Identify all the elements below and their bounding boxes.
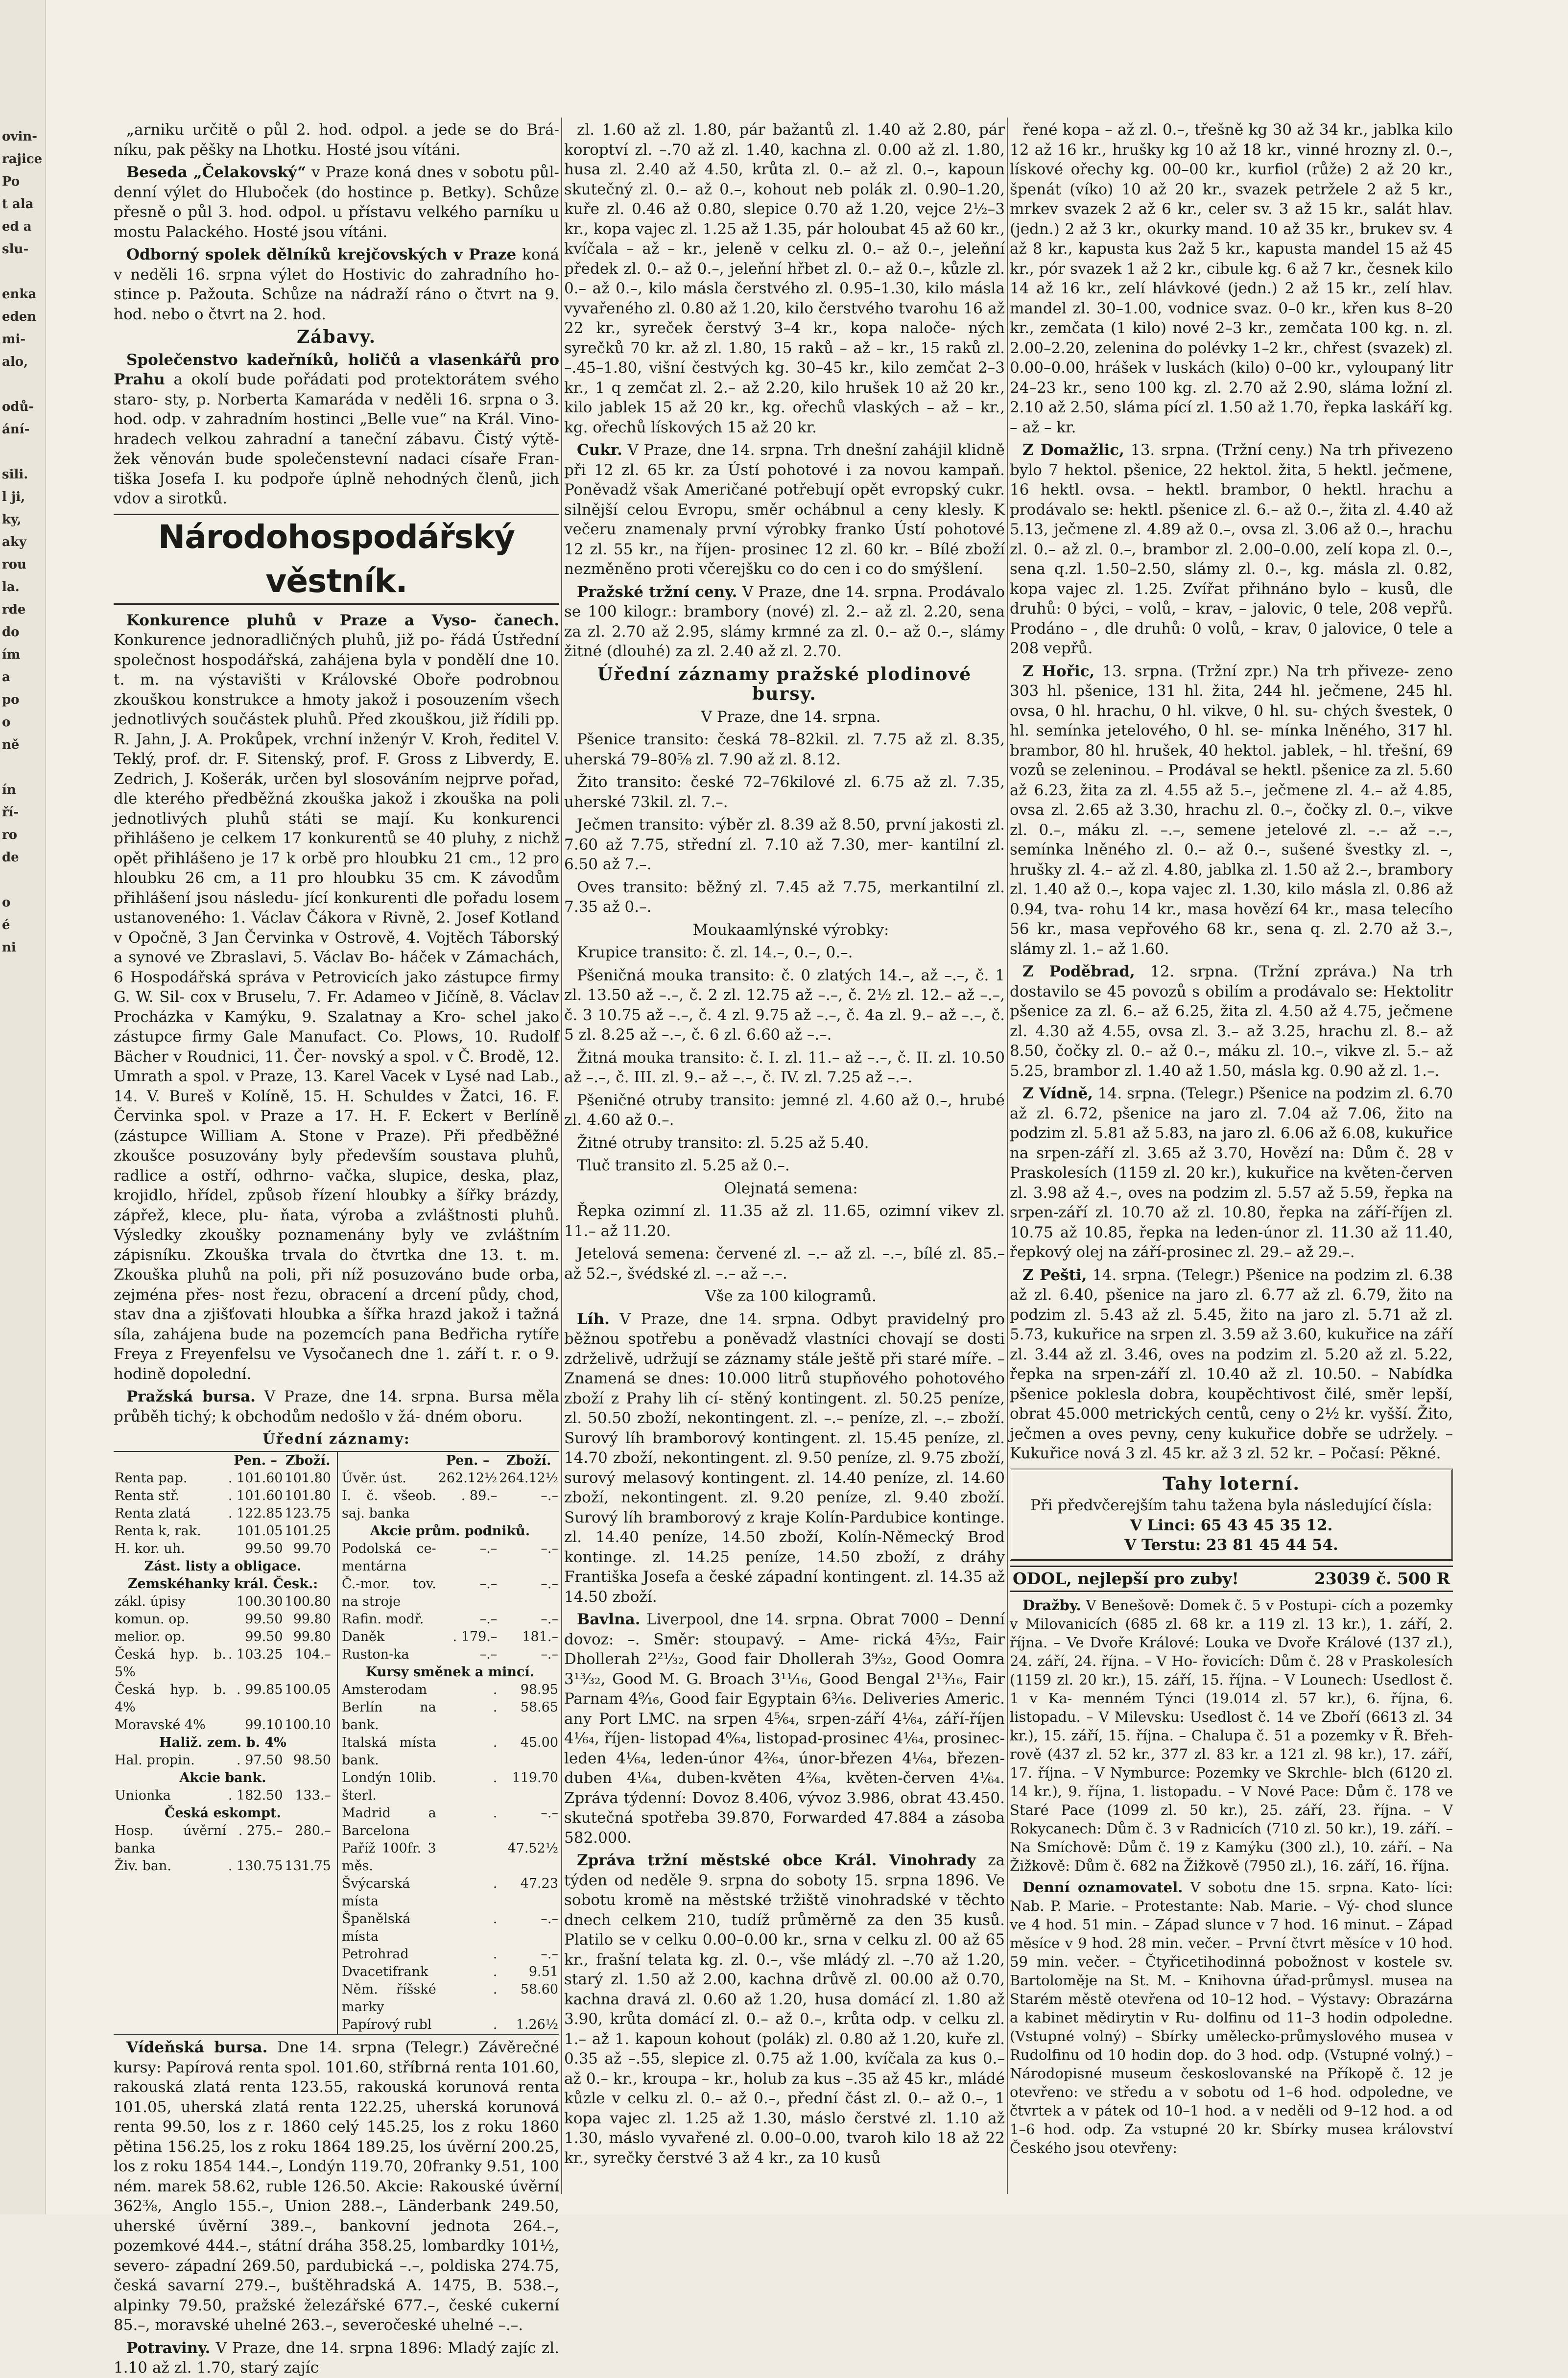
lead: Vídeňská bursa.	[126, 2039, 268, 2056]
quote-value: 100.30	[237, 1594, 283, 1609]
quote-label: Č.-mor. tov. na stroje	[342, 1576, 436, 1609]
edge-fragment: aky	[2, 535, 26, 549]
quote-row	[341, 1487, 559, 1522]
quote-value: 104.–	[295, 1647, 331, 1662]
quote-row	[341, 1611, 559, 1628]
quote-value: .	[493, 1700, 498, 1715]
quote-label: H. kor. uh.	[115, 1541, 185, 1556]
quote-value: 99.70	[293, 1541, 331, 1556]
quote-label: Česká eskompt.	[165, 1806, 281, 1821]
quote-value: 58.60	[520, 1982, 558, 1997]
paragraph: V Praze, dne 14. srpna.	[701, 708, 881, 726]
body: 14. srpna. (Telegr.) Pšenice na podzim zl. 6.38 až zl. 6.40, pšenice na jaro zl. 6.77 až zl. 6.79, žito na podzim zl. 5.43 až zl. 5.45, žito na jaro zl. 5.71 až zl. 5.73, kukuřice na srpen zl. 3.59 až 3.60, kukuřice na září zl. 3.44 až zl. 3.46, oves na podzim zl. 5.20 až zl. 5.22, řepka na srpen-září zl. 10.40 až zl. 10.50. – Nabídka pšenice poklesla dobra, koupěchtivost čilé, směr lepší, obrat 45.000 metrických centů, ceny o 2½ kr. vyšší. Žito, ječmen a oves pevny, ceny kukuřice dobře se udržely. – Kukuřice nová 3 zl. 45 kr. až 3 zl. 52 kr. – Počasí: Pěkné.	[1010, 1266, 1453, 1462]
quote-row	[114, 1769, 332, 1787]
lead: Z Vídně,	[1022, 1085, 1093, 1102]
quote-label: Zást. listy a obligace.	[144, 1559, 302, 1574]
quote-value: .	[493, 1911, 498, 1926]
paragraph	[564, 1610, 1005, 1848]
quote-row	[114, 1593, 332, 1611]
subheading: Olejnatá semena:	[724, 1179, 858, 1197]
paragraph: Pšenice transito: česká 78–82kil. zl. 7.75 až zl. 8.35, uherská 79–80⅝ zl. 7.90 až zl. 8.12.	[564, 731, 1005, 768]
column-rule	[1007, 118, 1008, 2194]
quote-row	[114, 1628, 332, 1646]
quote-value: –.–	[541, 1647, 558, 1662]
quote-label: Živ. ban.	[115, 1858, 171, 1874]
edge-fragment: l ji,	[2, 490, 25, 504]
edge-fragment: slu-	[2, 242, 29, 257]
edge-fragment: a	[2, 670, 10, 685]
quote-row	[341, 1963, 559, 1981]
edge-fragment: rajice	[2, 152, 43, 166]
lead: Z Poděbrad,	[1022, 963, 1135, 980]
column-rule	[561, 118, 562, 2194]
body: a okolí bude pořádati pod protektorátem svého staro- sty, p. Norberta Kamaráda v neděli 16. srpna o 3. hod. odp. v zahradním hostinci „Belle vue“ na Král. Vino- hradech velkou zahradní a taneční zábavu. Čistý výtě- žek věnován bude společenstevní nadaci císaře Fran- tiška Josefa I. ku podpoře úplně nehodných členů, jich vdov a sirotků.	[114, 371, 559, 507]
odol-advertisement	[1010, 1566, 1453, 1593]
quote-value: . 101.60	[228, 1471, 283, 1486]
lead: Zpráva tržní městské obce Král. Vinohrady	[577, 1852, 976, 1869]
quote-value: .	[493, 1876, 498, 1891]
edge-fragment: po	[2, 692, 20, 707]
quote-row	[114, 1681, 332, 1716]
quote-row	[114, 1558, 332, 1575]
quote-row	[114, 1522, 332, 1540]
paragraph	[1010, 1265, 1453, 1464]
quote-label: Petrohrad	[342, 1947, 409, 1962]
paragraph: Ječmen transito: výběr zl. 8.39 až 8.50, první jakosti zl. 7.60 až 7.75, střední zl. 7.10 až 7.30, mer- kantilní zl. 6.50 až 7.–.	[564, 816, 1005, 873]
edge-fragment: mi-	[2, 332, 26, 347]
quote-value: 99.50	[245, 1541, 283, 1556]
edge-fragment: Po	[2, 174, 20, 189]
paragraph: Žitná mouka transito: č. I. zl. 11.– až –.–, č. II. zl. 10.50 až –.–, č. III. zl. 9.– až –.–, č. IV. zl. 7.25 až –.–.	[564, 1048, 1005, 1086]
paragraph	[1010, 962, 1453, 1081]
lead: Cukr.	[577, 441, 622, 459]
body: za týden od neděle 9. srpna do soboty 15. srpna 1896. Ve sobotu kromě na městské tržiště vinohradské v těchto dnech celkem 210, tudíž průměrně za den 35 kusů. Platilo se v celku 0.00–0.00 kr., srna v celku zl. 00 až 65 kr., frašní telata kg. zl. 0.–, vše mládý zl. –.70 až 1.20, starý zl. 1.50 až 2.00, kachna drůvě zl. 00.00 až 0.70, kachna dravá zl. 0.60 až 1.20, husa domácí zl. 1.80 až 3.90, krůta domácí zl. 0.– až 0.–, krůta odp. v celku zl. 1.– až 1. kapoun kohout (polák) zl. 0.80 až 1.20, kuře zl. 0.35 až –.55, slepice zl. 0.75 až 1.00, kvíčala za kus 0.– až 0.– kr., kroupa – kr., holub za kus –.35 až 45 kr., mládé kůzle v celku zl. 0.– až 0.–, přední část zl. 0.– až 0.–, 1 kopa vajec zl. 1.25 až 1.30, máslo čerstvé zl. 1.10 až 1.30, máslo vyvařené zl. 0.00–0.00, tvaroh kilo 18 až 22 kr., syrečky čerstvé 3 až 4 kr., za 10 kusů	[564, 1852, 1005, 2167]
lead: Denní oznamovatel.	[1022, 1879, 1183, 1896]
quote-value: Pen. –	[234, 1453, 278, 1468]
quote-row	[341, 1575, 559, 1611]
quote-row	[341, 1664, 559, 1681]
quote-row	[114, 1805, 332, 1822]
quote-label: Italská místa bank.	[342, 1735, 436, 1768]
paragraph	[564, 440, 1005, 579]
paragraph	[114, 2038, 559, 2335]
quote-label: Akcie prům. podniků.	[370, 1523, 530, 1539]
quote-label: Renta zlatá	[115, 1506, 191, 1521]
quote-row	[341, 1805, 559, 1840]
quote-row	[341, 1910, 559, 1946]
quote-label: Papírový rubl	[342, 2017, 432, 2032]
body: V Praze, dne 14. srpna 1896: Mladý zajíc zl. 1.10 až zl. 1.70, starý zajíc	[114, 2339, 559, 2377]
quote-value: .	[493, 1770, 498, 1785]
paragraph	[1010, 1878, 1453, 2157]
lead: Společenstvo kadeřníků, holičů a vlasenkářů pro Prahu	[114, 351, 559, 388]
section-heading-uredni: Úřední záznamy:	[262, 1430, 410, 1447]
quote-value: Pen. –	[446, 1453, 490, 1468]
body: V sobotu dne 15. srpna. Kato- líci: Nab. P. Marie. – Protestante: Nab. Marie. – Vý- chod slunce ve 4 hod. 51 min. – Západ slunce v 7 hod. 16 minut. – Západ měsíce v 9 hod. 28 min. večer. – První čtvrt měsíce v 10 hod. 59 min. večer. – Čtyřicetihodinná pobožnost v kostele sv. Bartoloměje na St. M. – Knihovna úřad-průmysl. musea na Starém městě otevřena od 10–12 hod. – Výstavy: Obrazárna a kabinet mědirytin v Ru- dolfinu od 11–3 hodin odpoledne. (Vstupné volný) – Sbírky umělecko-průmyslového musea v Rudolfinu od 10 hodin dop. do 3 hod. odp. (Vstupné volný.) – Národopisné museum českoslovanské na Příkopě č. 12 je otevřeno: ve středu a v sobotu od 1–6 hod. odpoledne, ve čtvrtek a v pátek od 10–1 hod. a v neděli od 9–12 hod. a od 1–6 hod. odp. Za vstupné 20 kr. Sbírky musea království Českého jsou otevřeny:	[1010, 1879, 1453, 2156]
quote-label: Kursy směnek a mincí.	[365, 1665, 535, 1680]
quote-value: 99.80	[293, 1612, 331, 1627]
quote-row	[341, 1840, 559, 1875]
quote-value: . 275.–	[238, 1823, 283, 1838]
quote-row	[341, 1699, 559, 1734]
quote-value: –.–	[479, 1576, 498, 1592]
quote-value: . 99.85	[237, 1682, 283, 1697]
quote-label: Švýcarská místa	[342, 1876, 410, 1909]
quote-value: –.–	[479, 1612, 498, 1627]
quote-row	[114, 1716, 332, 1734]
quote-label: Daněk	[342, 1629, 385, 1644]
quote-value: 47.23	[520, 1876, 558, 1891]
quote-value: Zboží.	[506, 1453, 551, 1468]
quote-label: Španělská místa	[342, 1911, 411, 1944]
quote-value: 101.80	[285, 1471, 331, 1486]
quote-value: 100.05	[285, 1682, 331, 1697]
quote-value: –.–	[541, 1576, 558, 1592]
quote-value	[437, 1840, 499, 1875]
body: 13. srpna. (Tržní ceny.) Na trh přivezeno bylo 7 hektol. pšenice, 22 hektol. žita, 5 hektl. ječmene, 16 hektl. ovsa. – hektl. brambor, 0 hektl. hrachu a prodávalo se: hektl. pšenice zl. 6.– až 0.–, žita zl. 4.40 až 5.13, ječmene zl. 4.89 až 0.–, ovsa zl. 3.06 až 0.–, hrachu zl. 0.– až zl. 0.–, brambor zl. 2.00–0.00, zelí kopa zl. 0.–, sena q.zl. 1.50–2.50, slámy zl. 0.–, kg. másla zl. 0.82, kopa vajec zl. 1.25. Zvířat přihnáno bylo – kusů, dle druhů: 0 býci, – volů, – krav, – jalovic, 0 tele, 208 vepřů. Prodáno – , dle druhů: 0 volů, – krav, 0 jalovice, 0 tele a 208 vepřů.	[1010, 441, 1453, 657]
quote-label: Česká hyp. b. 5%	[115, 1647, 226, 1680]
quote-row	[341, 1540, 559, 1575]
quote-row	[114, 1646, 332, 1681]
quote-row	[114, 1752, 332, 1769]
paragraph: Žitné otruby transito: zl. 5.25 až 5.40.	[577, 1134, 869, 1152]
body: V Benešově: Domek č. 5 v Postupi- cích a pozemky v Milovanicích (685 zl. 68 kr. a 119 zl. 13 kr.), 1. září, 2. října. – Ve Dvoře Králové: Louka ve Dvoře Králové (137 zl.), 24. září, 24. října. – V Ho- řovicích: Dům č. 28 v Praskolesích (1159 zl. 20 kr.), 15. září, 15. října. – V Lounech: Usedlost č. 1 v Ka- menném Týnci (19.014 zl. 57 kr.), 6. října, 6. listopadu. – V Milevsku: Usedlost č. 14 ve Zboří (6613 zl. 34 kr.), 15. září, 15. října. – Chalupa č. 51 a pozemky v Ř. Břeh- rově (437 zl. 52 kr., 377 zl. 83 kr. a 121 zl. 98 kr.), 17. září, 17. října. – V Nymburce: Pozemky ve Skrchle- blch (6120 zl. 14 kr.), 9. října, 1. listopadu. – V Nové Pace: Dům č. 178 ve Staré Pace (1099 zl. 50 kr.), 25. září, 23. října. – V Rokycanech: Dům č. 3 v Radnicích (710 zl. 50 kr.), 19. září. – Na Smíchově: Dům č. 19 z Kamýku (300 zl.), 10. září. – Na Žižkově: Dům č. 682 na Žižkově (7950 zl.), 16. září, 16. října.	[1010, 1597, 1453, 1874]
quote-value: –.–	[541, 1911, 558, 1926]
quote-value: . 101.60	[228, 1488, 283, 1503]
quote-label: Londýn 10lib. šterl.	[342, 1770, 436, 1803]
quote-label: zákl. úpisy	[115, 1594, 186, 1609]
edge-fragment: ed a	[2, 219, 32, 234]
quote-label: Haliž. zem. b. 4%	[159, 1735, 286, 1750]
quote-label	[341, 1452, 437, 1470]
quote-value: 101.80	[285, 1488, 331, 1503]
quote-value: .	[493, 1682, 498, 1697]
quote-label: komun. op.	[115, 1612, 190, 1627]
quote-row	[341, 1734, 559, 1769]
edge-fragment: t ala	[2, 197, 34, 212]
paragraph	[1010, 662, 1453, 959]
body: v Praze koná dnes v sobotu půl- denní výlet do Hluboček (do hostince p. Betky). Schůze přesně o půl 3. hod. odpol. u přístavu velkého parníku u mostu Palackého. Hosté jsou vítáni.	[114, 164, 559, 241]
quote-value: . 122.85	[228, 1506, 283, 1521]
section-title-vestnik: Národohospodářský věstník.	[114, 514, 559, 605]
quote-value: 9.51	[528, 1964, 558, 1979]
edge-fragment: la.	[2, 580, 20, 594]
quote-value: 99.10	[245, 1717, 283, 1733]
quote-label	[114, 1452, 227, 1470]
body: koná v neděli 16. srpna výlet do Hostivic do zahradního ho- stince p. Pažouta. Schůze na nádraží ráno o čtvrt na 9. hod. nebo o čtvrt na 2. hod.	[114, 246, 559, 323]
quote-row	[114, 1575, 332, 1593]
quote-value: 47.52½	[507, 1841, 558, 1856]
lottery-linz: V Linci: 65 43 45 35 12.	[1130, 1516, 1333, 1534]
quote-value: 1.26½	[516, 2017, 558, 2032]
lottery-subtitle: Při předvčerejším tahu tažena byla následující čísla:	[1030, 1497, 1432, 1514]
body: Liverpool, dne 14. srpna. Obrat 7000 – Denní dovoz: –. Směr: stoupavý. – Ame- rická 4⁵⁄₃₂, Fair Dhollerah 2²¹⁄₃₂, Good fair Dhollerah 3⁹⁄₃₂, Good Oomra 3¹³⁄₃₂, Good M. G. Broach 3¹¹⁄₁₆, Good Bengal 2¹³⁄₁₆, Fair Parnam 4⁹⁄₁₆, Good fair Egyptain 6³⁄₁₆. Deliveries Americ. any Port LMC. na srpen 4⁵⁄₆₄, srpen-září 4¹⁄₆₄, září-říjen 4¹⁄₆₄, říjen- listopad 4⁰⁄₆₄, listopad-prosinec 4¹⁄₆₄, prosinec-leden 4¹⁄₆₄, leden-únor 4²⁄₆₄, únor-březen 4¹⁄₆₄, březen-duben 4¹⁄₆₄, duben-květen 4²⁄₆₄, květen-červen 4¹⁄₆₄. Zpráva týdenní: Dovoz 8.406, vývoz 3.986, obrat 43.450. skutečná spotřeba 39.870, Forwarded 47.884 a zásoba 582.000.	[564, 1611, 1005, 1847]
subheading: Moukaamlýnské výrobky:	[692, 921, 889, 939]
quote-value: . 179.–	[452, 1629, 498, 1644]
paragraph	[114, 350, 559, 509]
quotes-table-left	[114, 1452, 332, 1875]
edge-fragment: alo,	[2, 355, 28, 369]
lead: Bavlna.	[577, 1611, 641, 1628]
paragraph	[1010, 440, 1453, 659]
edge-fragment: eden	[2, 309, 37, 324]
lead: Beseda „Čelakovský“	[126, 164, 307, 181]
paragraph: Oves transito: běžný zl. 7.45 až 7.75, merkantilní zl. 7.35 až 0.–.	[564, 878, 1005, 916]
quote-value: 100.10	[285, 1717, 331, 1733]
quote-row	[341, 1628, 559, 1646]
quote-row	[114, 1470, 332, 1487]
body: Dne 14. srpna (Telegr.) Závěrečné kursy: Papírová renta spol. 101.60, stříbrná renta 101.60, rakouská zlatá renta 123.55, rakouská korunová renta 101.05, uherská zlatá renta 122.25, uherská korunová renta 99.50, los z r. 1860 celý 145.25, los z roku 1860 pětina 156.25, los z roku 1864 189.25, los úvěrní 200.25, los z roku 1854 144.–, Londýn 119.70, 20franky 9.51, 100 ném. marek 58.62, ruble 126.50. Akcie: Rakouské úvěrní 362⅜, Anglo 155.–, Union 288.–, Länderbank 249.50, uherské úvěrní 389.–, bankovní jednota 264.–, pozemkové 444.–, státní dráha 358.25, lombardky 101½, severo- západní 269.50, pardubická –.–, poldiska 274.75, česká savarní 279.–, buštěhradská A. 1475, B. 538.–, alpinky 79.50, pražské železářské 677.–, české cukerní 85.–, moravské uhelné 263.–, severočeské uhelné –.–.	[114, 2039, 559, 2334]
edge-fragment: enka	[2, 287, 37, 302]
quote-label: Česká hyp. b. 4%	[115, 1682, 226, 1715]
quote-value: 99.50	[245, 1629, 283, 1644]
edge-fragment: rde	[2, 602, 26, 617]
quote-value: .	[493, 1982, 498, 1997]
quote-label: Berlín na bank.	[342, 1700, 436, 1733]
body: 14. srpna. (Telegr.) Pšenice na podzim zl. 6.70 až zl. 6.72, pšenice na jaro zl. 7.04 až 7.06, žito na podzim zl. 5.81 až 5.83, na jaro zl. 6.06 až 6.08, kukuřice na srpen-září zl. 3.65 až 3.70, Hovězí na: Dům č. 28 v Praskolesích (1159 zl. 20 kr.), kukuřice na květen-červen zl. 3.98 až 4.–, oves na podzim zl. 5.57 až 5.59, řepka na srpen-září zl. 10.70 až zl. 10.80, řepka na září-říjen zl. 10.75 až 10.85, řepka na leden-únor zl. 11.30 až 11.40, řepkový olej na září-prosinec zl. 29.– až 29.–.	[1010, 1085, 1453, 1261]
quote-value: 262.12½	[438, 1471, 498, 1486]
lead: Dražby.	[1022, 1597, 1081, 1614]
edge-fragment: ně	[2, 737, 20, 752]
lead: Konkurence pluhů v Praze a Vyso- čanech.	[126, 611, 559, 629]
quote-value: .	[493, 1947, 498, 1962]
edge-fragment: é	[2, 918, 10, 932]
body: Konkurence jednoradličných pluhů, již po- řádá Ústřední společnost hospodářská, zahájena byla v pondělí dne 10. t. m. na výstavišti v Královské Oboře podrobnou zkouškou konstrukce a hmoty jakož i posouzením všech jednotlivých součástek pluhů. Před zkouškou, již řídili pp. R. Jahn, J. A. Prokůpek, vrchní inženýr V. Kroh, ředitel V. Teklý, prof. dr. F. Sitenský, prof. F. Gross z Libverdy, E. Zedrich, J. Košerák, určen byl slosováním nejprve pořad, dle kterého předběžná zkouška jakož i zkouška na poli jednotlivých pluhů státi se mají. Ku konkurenci přihlášeno je celkem 17 konkurentů se 40 pluhy, z nichž opět přihlášeno je 17 k orbě pro hloubku 21 cm., 12 pro hloubku 26 cm, a 11 pro hloubku 35 cm. K závodům přihlášení jsou následu- jící konkurenti dle pořadu losem ustanoveného: 1. Václav Čákora v Rivně, 2. Josef Kotland v Opočně, 3 Jan Červinka v Ostrově, 4. Vojtěch Táborský a synové ve Zbraslavi, 5. Václav Bo- háček v Zámachách, 6 Hospodářská správa v Petrovicích jako zástupce firmy G. W. Sil- cox v Bruselu, 7. Fr. Adameo v Jičíně, 8. Václav Procházka v Kamýku, 9. Szalatnay a Kro- schel jako zástupce firmy Gale Manufact. Co. Plows, 10. Rudolf Bächer v Roudnici, 11. Čer- novský a spol. v Č. Brodě, 12. Umrath a spol. v Praze, 13. Karel Vacek v Lysé nad Lab., 14. V. Bureš v Kolíně, 15. H. Schuldes v Žatci, 16. F. Červinka spol. v Praze a 17. H. F. Eckert v Berlíně (zástupce William A. Stone v Praze). Při předběžné zkoušce posuzovány byly především soustava pluhů, radlice a ostří, odhrno- vačka, slupice, deska, plaz, krojidlo, hřídel, způsob řízení hloubky a šířky brázdy, zápřež, klece, plu- ňata, výroba a zvláštnosti pluhů. Výsledky zkoušky poznamenány byly ve zvláštním zápisníku. Zkouška trvala do čtvrtka dne 13. t. m. Zkouška pluhů na poli, při níž posuzováno bude orba, zejména přes- nost řezu, obracení a drcení půdy, chod, stav dna a zjišťovati hloubka a šířka hrazd jakož i tažná síla, zahájena bude na pozemcích pana Bedřicha rytíře Freya z Freyenfelsu ve Vysočanech dne 1. září t. r. o 9. hodině dopolední.	[114, 631, 559, 1383]
quote-value: .	[493, 1964, 498, 1979]
paragraph: Krupice transito: č. zl. 14.–, 0.–, 0.–.	[577, 944, 853, 961]
lottery-title: Tahy loterní.	[1163, 1473, 1300, 1494]
quote-value: 264.12½	[499, 1471, 558, 1486]
paragraph	[1010, 1084, 1453, 1262]
quote-label: Ruston-ka	[342, 1647, 409, 1662]
paragraph	[114, 245, 559, 324]
quote-label: Zemskéhanky král. Česk.:	[127, 1576, 318, 1592]
quote-label: Madrid a Barcelona	[342, 1806, 436, 1838]
body: V Praze, dne 14. srpna. Odbyt pravidelný pro běžnou spotřebu a poněvadž vlastníci chovají se dosti zdrželivě, udržují se záznamy stále ještě při staré míře. – Znamená se dnes: 10.000 litrů stupňového pohotového zboží z Prahy lih cí- stěný kontingent. zl. 50.25 peníze, zl. 50.50 zboží, nekontingent. zl. –.– peníze, zl. –.– zboží. Surový líh bramborový kontingent. zl. 15.45 peníze, zl. 14.70 zboží, nekontingent. zl. 9.50 peníze, zl. 9.75 zboží, surový melasový kontingent. zl. 14.40 peníze, zl. 14.60 zboží, nekontingent. zl. 9.20 peníze, zl. 9.40 zboží. Surový líh bramborový z kraje Kolín-Pardubice kontinge. zl. 14.40 peníze, 14.50 zboží, Kolín-Německý Brod kontinge. zl. 14.25 peníze, 14.50 zboží, z dráhy Františka Josefa a české západní kontingent. zl. 14.35 až 14.50 zboží.	[564, 1310, 1005, 1606]
edge-fragment: rou	[2, 557, 26, 572]
quote-value: 133.–	[295, 1788, 331, 1803]
lottery-terst: V Terstu: 23 81 45 44 54.	[1124, 1536, 1338, 1554]
lead: Potraviny.	[126, 2339, 211, 2357]
edge-fragment: o	[2, 895, 11, 910]
paragraph	[114, 1387, 559, 1427]
edge-fragment: de	[2, 850, 19, 865]
edge-fragment: sili.	[2, 467, 28, 482]
quote-value: . 130.75	[228, 1858, 283, 1874]
lead: Z Pešti,	[1022, 1266, 1087, 1284]
lead: Z Hořic,	[1022, 662, 1095, 680]
quote-value: –.–	[541, 1947, 558, 1962]
previous-page-edge	[0, 0, 46, 2214]
body: 13. srpna. (Tržní zpr.) Na trh přiveze- zeno 303 hl. pšenice, 131 hl. žita, 244 hl. ječmene, 245 hl. ovsa, 0 hl. hrachu, 0 hl. vikve, 0 hl. su- chých švestek, 0 hl. semínka jetelového, 0 hl. se- mínka lněného, 317 hl. brambor, 80 hl. hrušek, 40 hektol. jablek, – hl. třešní, 69 vozů se zeleninou. – Prodával se hektl. pšenice za zl. 5.60 až 6.23, žita za zl. 4.55 až 5.–, ječmene zl. 4.– až 4.85, ovsa zl. 2.65 až 3.30, hrachu zl. 0.–, čočky zl. 0.–, vikve zl. 0.–, máku zl. –.–, semene jetelové zl. –.– až –.–, semínka lněného zl. 0.– až 0.–, sušené švestky zl. –, hrušky zl. 4.– až zl. 4.80, jablka zl. 1.50 až 2.–, brambory zl. 1.40 až 0.–, kopa vajec zl. 1.30, kilo másla zl. 0.86 až 0.94, tva- rohu 14 kr., masa hovězí 64 kr., masa telecího 56 kr., masa vepřového 68 kr., sena q. zl. 2.70 až 3.–, slámy zl. 1.– až 1.60.	[1010, 662, 1453, 958]
quote-label: Hosp. úvěrní banka	[115, 1823, 226, 1856]
paragraph: Řepka ozimní zl. 11.35 až zl. 11.65, ozimní vikev zl. 11.– až 11.20.	[564, 1202, 1005, 1240]
quote-row	[114, 1787, 332, 1805]
quote-value: 99.80	[293, 1629, 331, 1644]
quotes-table-right	[341, 1452, 559, 2034]
column-1	[114, 120, 559, 2377]
paragraph: „arniku určitě o půl 2. hod. odpol. a jede se do Brá- níku, pak pěšky na Lhotku. Hosté jsou vítáni.	[114, 121, 559, 159]
paragraph	[114, 163, 559, 242]
paragraph	[564, 1851, 1005, 2168]
paragraph	[564, 582, 1005, 662]
quote-row	[114, 1734, 332, 1752]
quote-value: .	[493, 1806, 498, 1821]
quote-row	[341, 1522, 559, 1540]
paragraph: Pšeničná mouka transito: č. 0 zlatých 14.–, až –.–, č. 1 zl. 13.50 až –.–, č. 2 zl. 12.75 až –.–, č. 2½ zl. 12.– až –.–, č. 3 10.75 až –.–, č. 4 zl. 9.75 až –.–, č. 4a zl. 9.– až –.–, č. 5 zl. 8.25 až –.–, č. 6 zl. 6.60 až –.–.	[564, 966, 1005, 1044]
lead: Líh.	[577, 1310, 610, 1328]
ad-text: ODOL, nejlepší pro zuby!	[1013, 1569, 1239, 1588]
quote-row	[341, 1946, 559, 1963]
quote-value: 58.65	[520, 1700, 558, 1715]
paragraph: Jetelová semena: červené zl. –.– až zl. –.–, bílé zl. 85.– až 52.–, švédské zl. –.– až –.–.	[564, 1245, 1005, 1283]
quote-label: Podolská ce- mentárna	[342, 1541, 436, 1574]
quote-value: 98.95	[520, 1682, 558, 1697]
lead: Pražská bursa.	[126, 1388, 256, 1405]
quote-value: 45.00	[520, 1735, 558, 1750]
quote-value: Zboží.	[285, 1453, 331, 1468]
paragraph	[1010, 1596, 1453, 1875]
quote-value: . 182.50	[228, 1788, 283, 1803]
quote-row	[341, 1981, 559, 2016]
quote-value: 101.05	[237, 1523, 283, 1539]
edge-fragment: ni	[2, 940, 16, 955]
quote-label: Moravské 4%	[115, 1717, 206, 1733]
quote-row	[114, 1822, 332, 1857]
quote-label: Amsterodam	[342, 1682, 427, 1697]
quote-value: 181.–	[522, 1629, 558, 1644]
lead: Odborný spolek dělníků krejčovských v Praze	[126, 246, 517, 263]
body: 12. srpna. (Tržní zpráva.) Na trh dostavilo se 45 povozů s obilím a prodávalo se: Hektolitr pšenice za zl. 6.– až 6.25, žita zl. 4.50 až 4.75, ječmene zl. 4.30 až 4.55, ovsa zl. 3.– až 3.25, hrachu zl. 8.– až 8.50, čočky zl. 0.– až 0.–, máku zl. 10.–, vikve zl. 5.– až 5.25, brambor zl. 1.40 až 1.50, másla kg. 0.90 až zl. 1.–.	[1010, 963, 1453, 1080]
quote-label: Něm. říšské marky	[342, 1982, 436, 2015]
quote-value: 98.50	[293, 1753, 331, 1768]
quote-value: 123.75	[285, 1506, 331, 1521]
quote-label: Unionka	[115, 1788, 171, 1803]
edge-fragment: odů-	[2, 400, 34, 414]
body: V Praze, dne 14. srpna. Bursa měla průběh tichý; k obchodům nedošlo v žá- dném oboru.	[114, 1388, 559, 1426]
lead: Pražské tržní ceny.	[577, 583, 737, 601]
paragraph	[114, 611, 559, 1384]
section-heading-plodinova-bursa: Úřední záznamy pražské plodinové bursy.	[597, 664, 972, 704]
quote-value: –.–	[541, 1488, 558, 1503]
quote-row	[341, 1452, 559, 1470]
paragraph: Pšeničné otruby transito: jemné zl. 4.60 až 0.–, hrubé zl. 4.60 až 0.–.	[564, 1091, 1005, 1129]
quote-row	[341, 1470, 559, 1487]
paragraph: Vše za 100 kilogramů.	[705, 1287, 877, 1305]
quote-value: . 97.50	[237, 1753, 283, 1768]
quote-label: Dvacetifrank	[342, 1964, 428, 1979]
edge-fragment: ří-	[2, 805, 19, 820]
paragraph: řené kopa – až zl. 0.–, třešně kg 30 až 34 kr., jablka kilo 12 až 16 kr., hrušky kg 10 až 18 kr., vinné hrozny zl. 0.–, lískové ořechy kg. 00–00 kr., kurfiol (růže) 2 až 20 kr., špenát (víko) 10 až 20 kr., svazek petržele 2 až 5 kr., mrkev svazek 2 až 6 kr., celer sv. 3 až 15 kr., salát hlav. (jedn.) 2 až 3 kr., okurky mand. 10 až 35 kr., brukev sv. 4 až 8 kr., kapusta kus 2až 5 kr., kapusta mandel 15 až 45 kr., pór svazek 1 až 2 kr., cibule kg. 6 až 7 kr., česnek kilo 14 až 16 kr., zelí hlávkové (jedn.) 2 až 15 kr., zelí hlav. mandel zl. 30–1.00, vodnice svaz. 0–0 kr., křen kus 8–20 kr., zemčata (1 kilo) nové 2–3 kr., zemčata 100 kg. n. zl. 2.00–2.20, zelenina do polévky 1–2 kr., chřest (svazek) zl. 0.00–0.00, hrášek v luskách (kilo) 0–00 kr., vyloupaný litr 24–23 kr., seno 100 kg. zl. 2.70 až 2.90, sláma ložní zl. 2.10 až 2.50, sláma pící zl. 1.50 až 1.70, řepka laskáří kg. – až – kr.	[1010, 121, 1453, 436]
paragraph	[564, 1309, 1005, 1607]
section-heading-zabavy: Zábavy.	[296, 327, 377, 347]
column-2	[564, 120, 1005, 2191]
quote-row	[341, 1646, 559, 1664]
lottery-box	[1010, 1469, 1453, 1561]
quote-label: Akcie bank.	[179, 1770, 266, 1785]
quote-row	[341, 2016, 559, 2034]
quote-label: Rafin. modř.	[342, 1612, 424, 1627]
quote-value: –.–	[479, 1647, 498, 1662]
quote-row	[341, 1769, 559, 1805]
quote-value: 119.70	[512, 1770, 558, 1785]
edge-fragment: ím	[2, 647, 21, 662]
quote-value: .	[493, 1735, 498, 1750]
edge-fragment: ky,	[2, 512, 22, 527]
edge-fragment: do	[2, 625, 20, 640]
body: V Praze, dne 14. srpna. Trh dnešní zahájil klidně při 12 zl. 65 kr. za Ústí pohotové i za novou kampaň. Poněvadž však Američané potřebují opět evropský cukr. silnější celou Evropu, směr ochábnul a ceny klesly. K večeru znamenaly první výrobky franko Ústí pohotové 12 zl. 55 kr., na říjen- prosinec 12 zl. 60 kr. – Bílé zboží nezměněno proti včerejšku co do cen i co do smýšlení.	[564, 441, 1005, 578]
quote-row	[114, 1487, 332, 1505]
quote-value: –.–	[541, 1541, 558, 1556]
quote-value: 100.80	[285, 1594, 331, 1609]
edge-fragment: ín	[2, 783, 16, 797]
edge-fragment: ro	[2, 828, 18, 842]
quote-row	[341, 1875, 559, 1910]
edge-fragment: o	[2, 715, 11, 730]
quote-value: . 103.25	[228, 1647, 283, 1662]
paragraph: Tluč transito zl. 5.25 až 0.–.	[577, 1157, 790, 1174]
quote-label: Paříž 100fr. 3 měs.	[342, 1841, 436, 1874]
quote-row	[114, 1611, 332, 1628]
quote-row	[114, 1857, 332, 1875]
paragraph: Žito transito: české 72–76kilové zl. 6.75 až zl. 7.35, uherské 73kil. zl. 7.–.	[564, 773, 1005, 811]
column-3	[1010, 120, 1453, 2191]
edge-fragment: ovin-	[2, 129, 38, 144]
body: V Praze, dne 14. srpna. Prodávalo se 100 kilogr.: brambory (nové) zl. 2.– až zl. 2.20, sena za zl. 2.70 až 2.95, slámy krmné za zl. 0.– až 0.–, slámy žitné (dlouhé) za zl. 2.40 až zl. 2.70.	[564, 583, 1005, 660]
quote-row	[114, 1540, 332, 1558]
quote-row	[341, 1681, 559, 1699]
quote-value: 99.50	[245, 1612, 283, 1627]
quote-label: Úvěr. úst.	[342, 1471, 406, 1486]
quote-label: Renta stř.	[115, 1488, 180, 1503]
quote-row	[114, 1505, 332, 1522]
quote-value: . 89.–	[461, 1488, 498, 1503]
quote-value: –.–	[541, 1806, 558, 1821]
quote-row	[114, 1452, 332, 1470]
quote-value: 101.25	[285, 1523, 331, 1539]
lead: Z Domažlic,	[1022, 441, 1124, 459]
quote-label: I. č. všeob. saj. banka	[342, 1488, 436, 1521]
quote-value: .	[493, 2017, 498, 2032]
quote-value: 131.75	[285, 1858, 331, 1874]
paragraph	[114, 2338, 559, 2378]
paragraph: zl. 1.60 až zl. 1.80, pár bažantů zl. 1.40 až 2.80, pár koroptví zl. –.70 až zl. 1.40, kachna zl. 0.00 až zl. 1.80, husa zl. 2.40 až 4.50, krůta zl. 0.– až zl. 0.–, kapoun skutečný zl. 0.– až 0.–, kohout neb polák zl. 0.90–1.20, kuře zl. 0.46 až 0.80, slepice 0.70 až 1.20, vejce 2½–3 kr., kopa vajec zl. 1.25 až 1.35, pár holoubat 45 až 60 kr., kvíčala – až – kr., jeleně v celku zl. 0.– až 0.–, jeleňní předek zl. 0.– až 0.–, jeleňní hřbet zl. 0.– až 0.–, kůzle zl. 0.– až 0.–, kilo másla čerstvého zl. 0.95–1.30, kilo másla vyvařeného zl. 0.80 až 1.20, kilo čerstvého tvarohu 16 až 22 kr., syreček čerstvý 3–4 kr., kopa naloče- ných syrečků 70 kr. až zl. 1.80, 15 raků – až – kr., 15 raků zl. –.45–1.80, višní čestvých kg. 30–45 kr., kilo zemčat 2–3 kr., 1 q zemčat zl. 2.– až 2.20, kilo hrušek 10 až 20 kr., kilo jablek 15 až 20 kr., kg. ořechů vlaských – až – kr., kg. ořechů lískových 15 až 20 kr.	[564, 121, 1005, 436]
ad-number: 23039 č. 500 R	[1314, 1569, 1450, 1588]
bourse-quotes	[114, 1451, 559, 2035]
quote-value: –.–	[479, 1541, 498, 1556]
quote-label: Hal. propin.	[115, 1753, 195, 1768]
quote-label: Renta pap.	[115, 1471, 188, 1486]
quote-label: Renta k, rak.	[115, 1523, 201, 1539]
quote-value: 280.–	[295, 1823, 331, 1838]
quote-value: –.–	[541, 1612, 558, 1627]
edge-fragment: ání-	[2, 422, 30, 437]
quote-label: melior. op.	[115, 1629, 186, 1644]
